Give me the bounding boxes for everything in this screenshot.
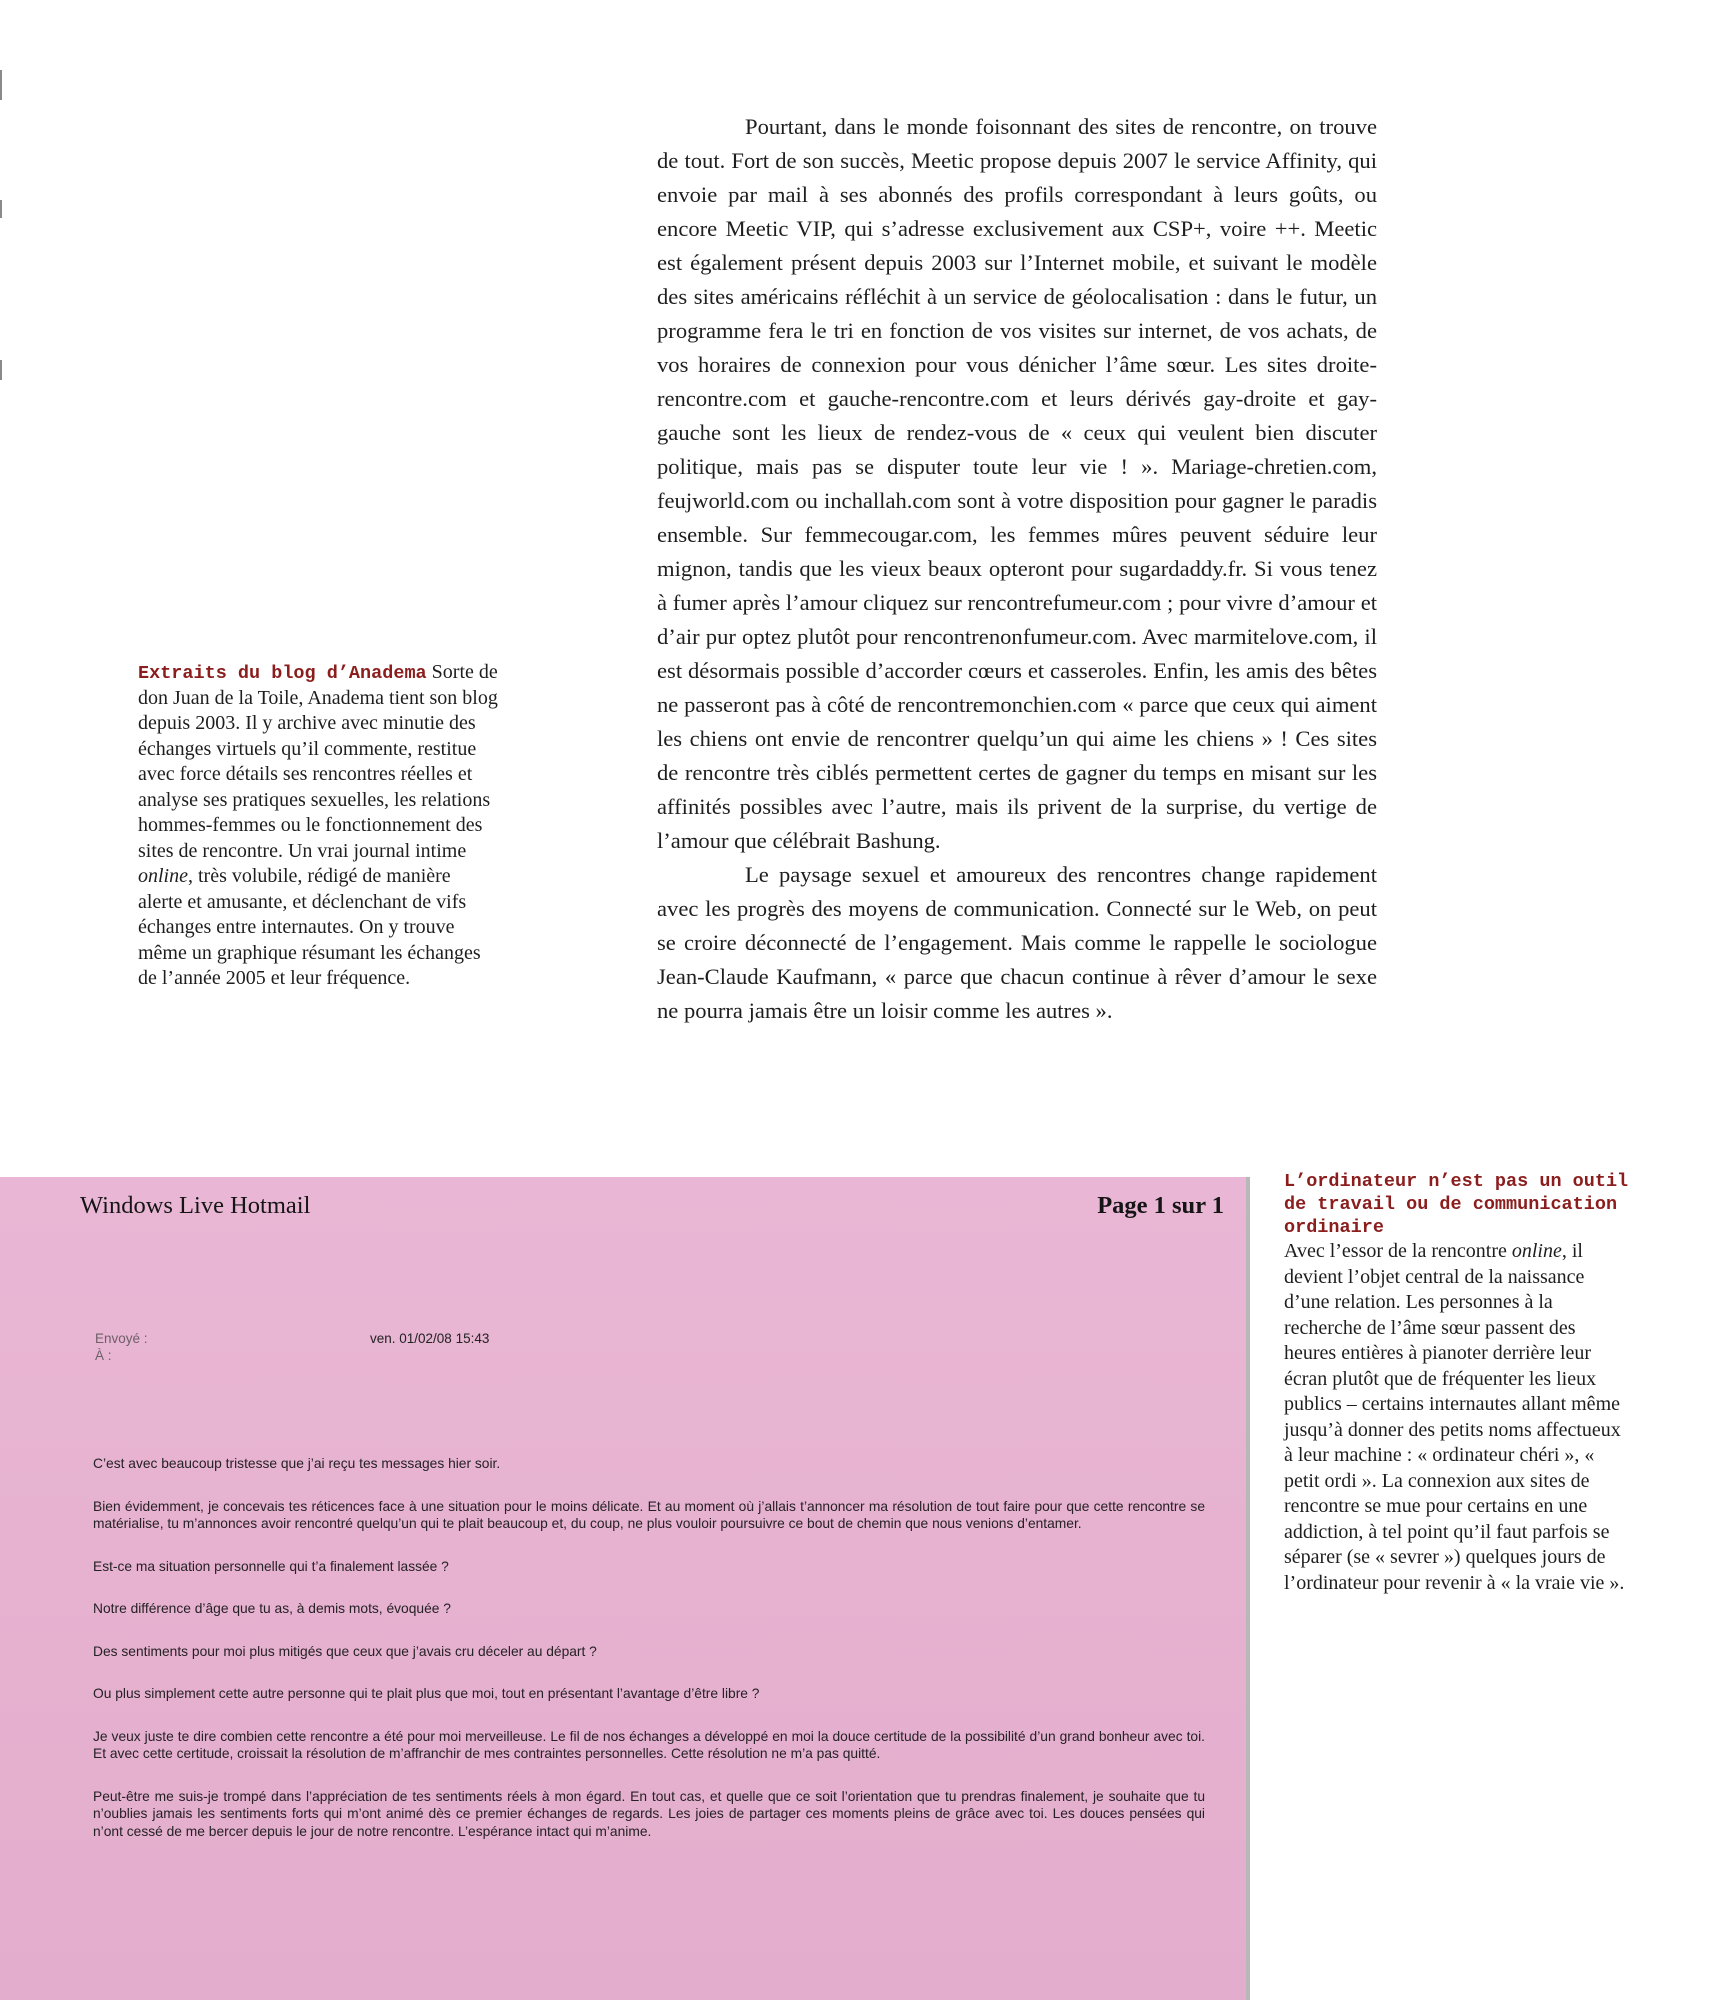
email-sent-date: ven. 01/02/08 15:43	[370, 1331, 490, 1346]
note-text: Sorte de don Juan de la Toile, Anadema tient son blog depuis 2003. Il y archive avec minutie des échanges virtuels qu’il commente, restitue avec force détails ses rencontres réelles et analyse ses pratiques sexuelles, les relations hommes-femmes ou le fonctionnement des sites de rencontre. Un vrai journal intime	[138, 661, 498, 862]
note-title: Extraits du blog d’Anadema	[138, 663, 427, 684]
email-printout	[0, 1177, 1250, 2000]
sidebar-note-blog	[138, 660, 498, 992]
email-sent-label: Envoyé :	[95, 1331, 148, 1346]
email-app-title: Windows Live Hotmail	[80, 1192, 311, 1219]
note-text-emphasis: online	[138, 865, 188, 887]
edge-mark	[0, 70, 2, 100]
note-title: L’ordinateur n’est pas un outil de travail ou de communication ordinaire	[1284, 1171, 1629, 1238]
email-body	[93, 1455, 1205, 1865]
email-paragraph: C’est avec beaucoup tristesse que j’ai reçu tes messages hier soir.	[93, 1456, 501, 1471]
edge-mark	[0, 360, 2, 380]
email-header	[80, 1192, 1224, 1220]
article-paragraph: Pourtant, dans le monde foisonnant des sites de rencontre, on trouve de tout. Fort de son succès, Meetic propose depuis 2007 le service Affinity, qui envoie par mail à ses abonnés des profils correspondant à leurs goûts, ou encore Meetic VIP, qui s’adresse exclusivement aux CSP+, voire ++. Meetic est également présent depuis 2003 sur l’Internet mobile, et suivant le modèle des sites américains réfléchit à un service de géolocalisation : dans le futur, un programme fera le tri en fonction de vos visites sur internet, de vos achats, de vos horaires de connexion pour vous dénicher l’âme sœur. Les sites droite-rencontre.com et gauche-rencontre.com et leurs dérivés gay-droite et gay-gauche sont les lieux de rendez-vous de « ceux qui veulent bien discuter politique, mais pas se disputer toute leur vie ! ». Mariage-chretien.com, feujworld.com ou inchallah.com sont à votre disposition pour gagner le paradis ensemble. Sur femmecougar.com, les femmes mûres peuvent séduire leur mignon, tandis que les vieux beaux opteront pour sugardaddy.fr. Si vous tenez à fumer après l’amour cliquez sur rencontrefumeur.com ; pour vivre d’amour et d’air pur optez plutôt pour rencontrenonfumeur.com. Avec marmitelove.com, il est désormais possible d’accorder cœurs et casseroles. Enfin, les amis des bêtes ne passeront pas à côté de rencontremonchien.com « parce que ceux qui aiment les chiens ont envie de rencontrer quelqu’un qui aime les chiens » ! Ces sites de rencontre très ciblés permettent certes de gagner du temps en misant sur les affinités possibles avec l’autre, mais ils privent de la surprise, du vertige de l’amour que célébrait Bashung.	[657, 114, 1377, 853]
email-paragraph: Bien évidemment, je concevais tes réticences face à une situation pour le moins délicate. Et au moment où j’allais t’annoncer ma résolution de tout faire pour que cette rencontre se matérialise, tu m’annonces avoir rencontré quelqu’un qui te plait beaucoup et, du coup, ne plus vouloir poursuivre ce bout de chemin que nous venions d’entamer.	[93, 1498, 1205, 1531]
email-paragraph: Ou plus simplement cette autre personne qui te plait plus que moi, tout en présentant l’avantage d’être libre ?	[93, 1686, 760, 1701]
article-body	[657, 110, 1377, 1028]
note-text-emphasis: online	[1511, 1240, 1562, 1262]
edge-mark	[0, 200, 2, 218]
email-paragraph: Notre différence d’âge que tu as, à demis mots, évoquée ?	[93, 1601, 451, 1616]
email-paragraph: Des sentiments pour moi plus mitigés que ceux que j’avais cru déceler au départ ?	[93, 1643, 597, 1659]
email-paragraph: Je veux juste te dire combien cette rencontre a été pour moi merveilleuse. Le fil de nos échanges a développé en moi la douce certitude de la possibilité d’un grand bonheur avec toi. Et avec cette certitude, croissait la résolution de m’affranchir de mes contraintes personnelles. Cette résolution ne m’a pas quitté.	[93, 1728, 1205, 1761]
email-to-label: À :	[95, 1348, 112, 1363]
note-text: Avec l’essor de la rencontre	[1284, 1240, 1512, 1262]
article-paragraph: Le paysage sexuel et amoureux des rencontres change rapidement avec les progrès des moyens de communication. Connecté sur le Web, on peut se croire déconnecté de l’engagement. Mais comme le rappelle le sociologue Jean-Claude Kaufmann, « parce que chacun continue à rêver d’amour le sexe ne pourra jamais être un loisir comme les autres ».	[657, 862, 1377, 1023]
email-page-label: Page 1 sur 1	[1097, 1192, 1224, 1219]
email-meta	[95, 1330, 490, 1364]
sidebar-note-computer	[1284, 1170, 1629, 1596]
email-paragraph: Peut-être me suis-je trompé dans l’appréciation de tes sentiments réels à mon égard. En tout cas, et quelle que ce soit l’orientation que tu prendras finalement, je souhaite que tu n’oublies jamais les sentiments forts qui m’ont animé dès ce premier échanges de regards. Les joies de partager ces moments pleins de grâce avec toi. Les douces pensées qui n’ont cessé de me bercer depuis le jour de notre rencontre. L’espérance intact qui m’anime.	[93, 1788, 1205, 1839]
note-text-end: , il devient l’objet central de la naissance d’une relation. Les personnes à la recherche de l’âme sœur passent des heures entières à pianoter derrière leur écran plutôt que de fréquenter les lieux publics – certains internautes allant même jusqu’à donner des petits noms affectueux à leur machine : « ordinateur chéri », « petit ordi ». La connexion aux sites de rencontre se mue pour certains en une addiction, à tel point qu’il faut parfois se séparer (se « sevrer ») quelques jours de l’ordinateur pour revenir à « la vraie vie ».	[1284, 1240, 1625, 1594]
email-paragraph: Est-ce ma situation personnelle qui t’a finalement lassée ?	[93, 1558, 449, 1574]
note-text-end: , très volubile, rédigé de manière alerte et amusante, et déclenchant de vifs échanges entre internautes. On y trouve même un graphique résumant les échanges de l’année 2005 et leur fréquence.	[138, 865, 481, 989]
